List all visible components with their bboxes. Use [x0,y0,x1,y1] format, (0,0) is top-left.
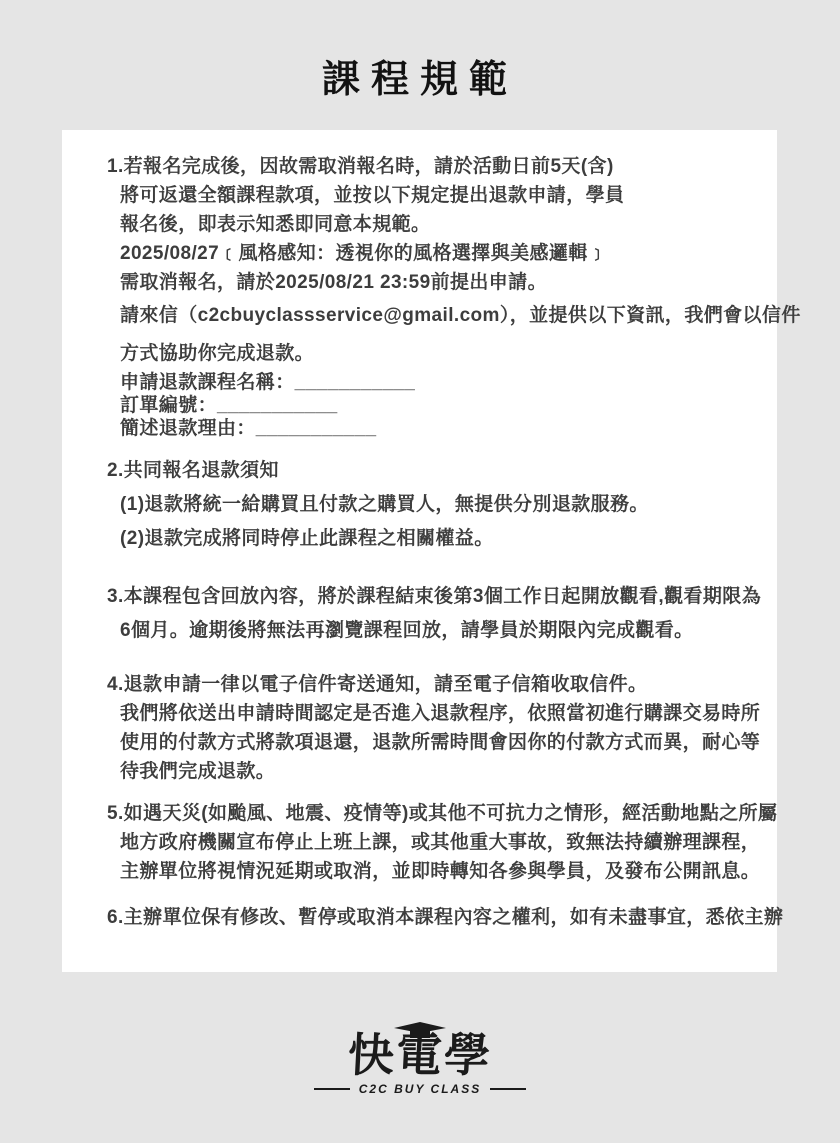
brand-subtitle-text: C2C BUY CLASS [358,1082,482,1096]
rules-card [62,130,801,972]
text-line: 2.共同報名退款須知 [107,460,279,481]
text-line: 將可返還全額課程款項，並按以下規定提出退款申請，學員 [120,185,625,206]
rule-item-2 [107,454,739,556]
rule-item-1 [107,152,739,239]
brand-subtitle [314,1082,526,1096]
text-line: 我們將依送出申請時間認定是否進入退款程序，依照當初進行購課交易時所 [120,703,761,724]
text-line: 方式協助你完成退款。 [120,343,315,364]
text-line: 主辦單位將視情況延期或取消，並即時轉知各參與學員，及發布公開訊息。 [120,861,761,882]
text-line: 地方政府機關宣布停止上班上課，或其他重大事故，致無法持續辦理課程， [120,832,761,853]
brand-logo [0,1022,840,1096]
page-title: 課程規範 [321,59,518,101]
contact-email-line: 請來信（c2cbuyclassservice@gmail.com），並提供以下資訊，我們會以信件 [120,305,801,326]
subtitle-right-dash [490,1088,526,1090]
text-line: (1)退款將統一給購買且付款之購買人，無提供分別退款服務。 [120,494,649,515]
refund-reason-field: 簡述退款理由：___________ [120,418,377,439]
rule-item-3 [107,580,762,648]
text-line: 3.本課程包含回放內容，將於課程結束後第3個工作日起開放觀看,觀看期限為 [107,586,762,607]
refund-form-fields [107,371,739,440]
text-line: 6.主辦單位保有修改、暫停或取消本課程內容之權利，如有未盡事宜，悉依主辦 [107,907,784,928]
text-line: 5.如遇天災(如颱風、地震、疫情等)或其他不可抗力之情形，經活動地點之所屬 [107,803,778,824]
subtitle-left-dash [314,1088,350,1090]
order-number-field: 訂單編號：___________ [120,395,338,416]
rule-item-6 [107,903,784,932]
course-schedule-note [107,239,739,297]
refund-course-name-field: 申請退款課程名稱：___________ [120,372,416,393]
text-line: 報名後，即表示知悉即同意本規範。 [120,214,431,235]
text-line: 使用的付款方式將款項退還，退款所需時間會因你的付款方式而異，耐心等 [120,732,761,753]
text-line: 4.退款申請一律以電子信件寄送通知，請至電子信箱收取信件。 [107,674,648,695]
brand-name: 快電學 [346,1029,494,1081]
course-date-line: 2025/08/27﹝風格感知：透視你的風格選擇與美感邏輯﹞ [120,243,608,264]
rule-item-5 [107,799,778,886]
rule-item-4 [107,670,761,786]
text-line: 6個月。逾期後將無法再瀏覽課程回放，請學員於期限內完成觀看。 [120,620,694,641]
text-line: (2)退款完成將同時停止此課程之相關權益。 [120,528,494,549]
contact-note [107,297,801,373]
text-line: 1.若報名完成後，因故需取消報名時，請於活動日前5天(含) [107,156,614,177]
text-line: 待我們完成退款。 [120,761,276,782]
cancel-deadline-line: 需取消報名，請於2025/08/21 23:59前提出申請。 [120,272,547,293]
